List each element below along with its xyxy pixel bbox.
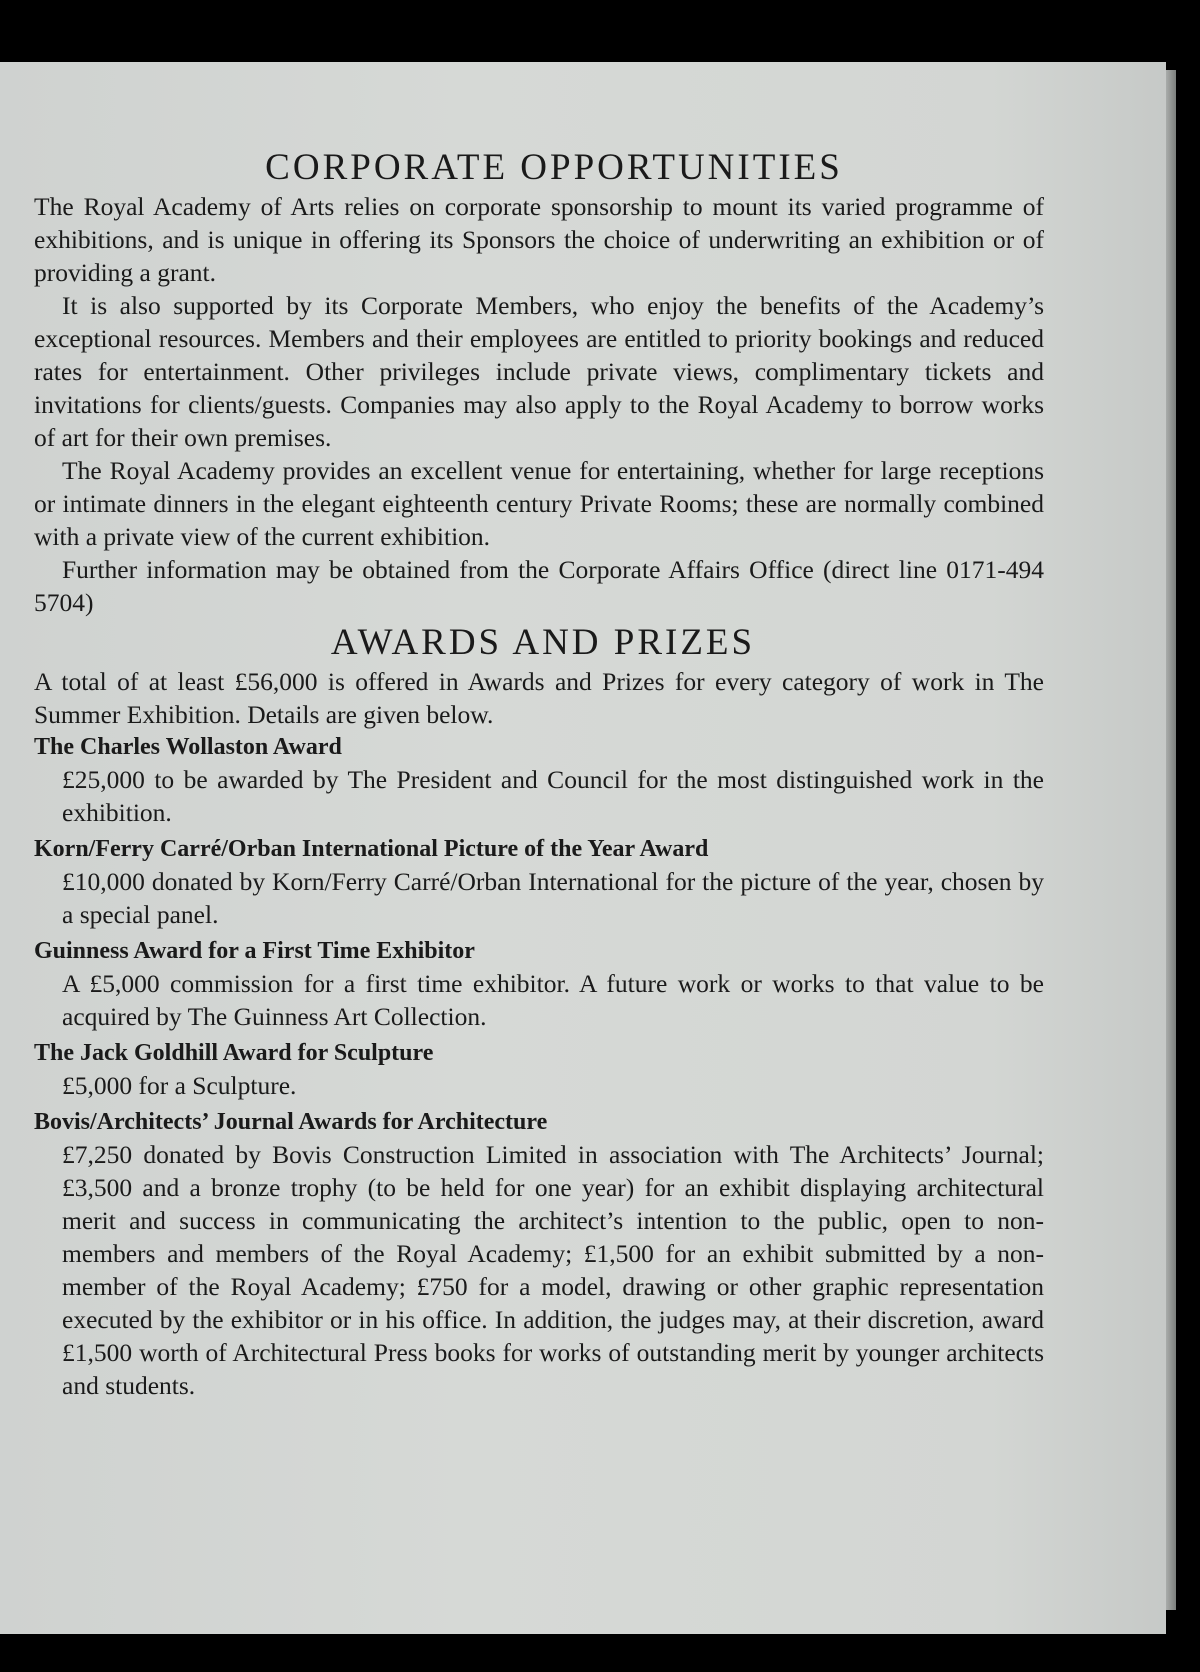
award-title: Korn/Ferry Carré/Orban International Picture of the Year Award — [34, 836, 709, 862]
corporate-paragraph-2: It is also supported by its Corporate Members, who enjoy the benefits of the Academy’s exceptional resources. Members and their employees are entitled to priority bookings and reduced rates for entertainment. Other privileges include private views, complimentary tickets and invitations for clients/guests. Companies may also apply to the Royal Academy to borrow works of art for their own premises. — [34, 291, 1044, 452]
award-description: £25,000 to be awarded by The President and Council for the most distinguished work in the exhibition. — [62, 765, 1044, 827]
award-item — [34, 1037, 1044, 1102]
award-item — [34, 833, 1044, 931]
document-page — [0, 62, 1166, 1634]
award-title: Guinness Award for a First Time Exhibitor — [34, 938, 475, 964]
award-item — [34, 731, 1044, 829]
corporate-paragraph-3: The Royal Academy provides an excellent venue for entertaining, whether for large receptions or intimate dinners in the elegant eighteenth century Private Rooms; these are normally combined with a private view of the current exhibition. — [34, 456, 1044, 551]
award-title: Bovis/Architects’ Journal Awards for Architecture — [34, 1109, 548, 1135]
awards-intro: A total of at least £56,000 is offered in Awards and Prizes for every category of work in The Summer Exhibition. Details are given below. — [34, 667, 1044, 729]
award-title: The Charles Wollaston Award — [34, 734, 342, 760]
award-item — [34, 1106, 1044, 1402]
page-content — [34, 146, 1044, 1406]
page-edge — [1166, 70, 1176, 1610]
award-title: The Jack Goldhill Award for Sculpture — [34, 1040, 434, 1066]
award-description: £5,000 for a Sculpture. — [62, 1071, 297, 1100]
corporate-paragraph-4: Further information may be obtained from the Corporate Affairs Office (direct line 0171-494 5704) — [34, 555, 1044, 617]
award-description: A £5,000 commission for a first time exhibitor. A future work or works to that value to be acquired by The Guinness Art Collection. — [62, 969, 1044, 1031]
awards-heading: AWARDS AND PRIZES — [330, 622, 756, 663]
corporate-heading: CORPORATE OPPORTUNITIES — [265, 147, 843, 188]
award-item — [34, 935, 1044, 1033]
award-description: £7,250 donated by Bovis Construction Limited in association with The Architects’ Journal; £3,500 and a bronze trophy (to be held for one year) for an exhibit displaying architectural merit and success in communicating the architect’s intention to the public, open to non-members and members of the Royal Academy; £1,500 for an exhibit submitted by a non-member of the Royal Academy; £750 for a model, drawing or other graphic representation executed by the exhibitor or in his office. In addition, the judges may, at their discretion, award £1,500 worth of Architectural Press books for works of outstanding merit by younger architects and students. — [62, 1140, 1044, 1400]
award-description: £10,000 donated by Korn/Ferry Carré/Orban International for the picture of the year, chosen by a special panel. — [62, 867, 1044, 929]
corporate-paragraph-1: The Royal Academy of Arts relies on corporate sponsorship to mount its varied programme of exhibitions, and is unique in offering its Sponsors the choice of underwriting an exhibition or of providing a grant. — [34, 192, 1044, 287]
